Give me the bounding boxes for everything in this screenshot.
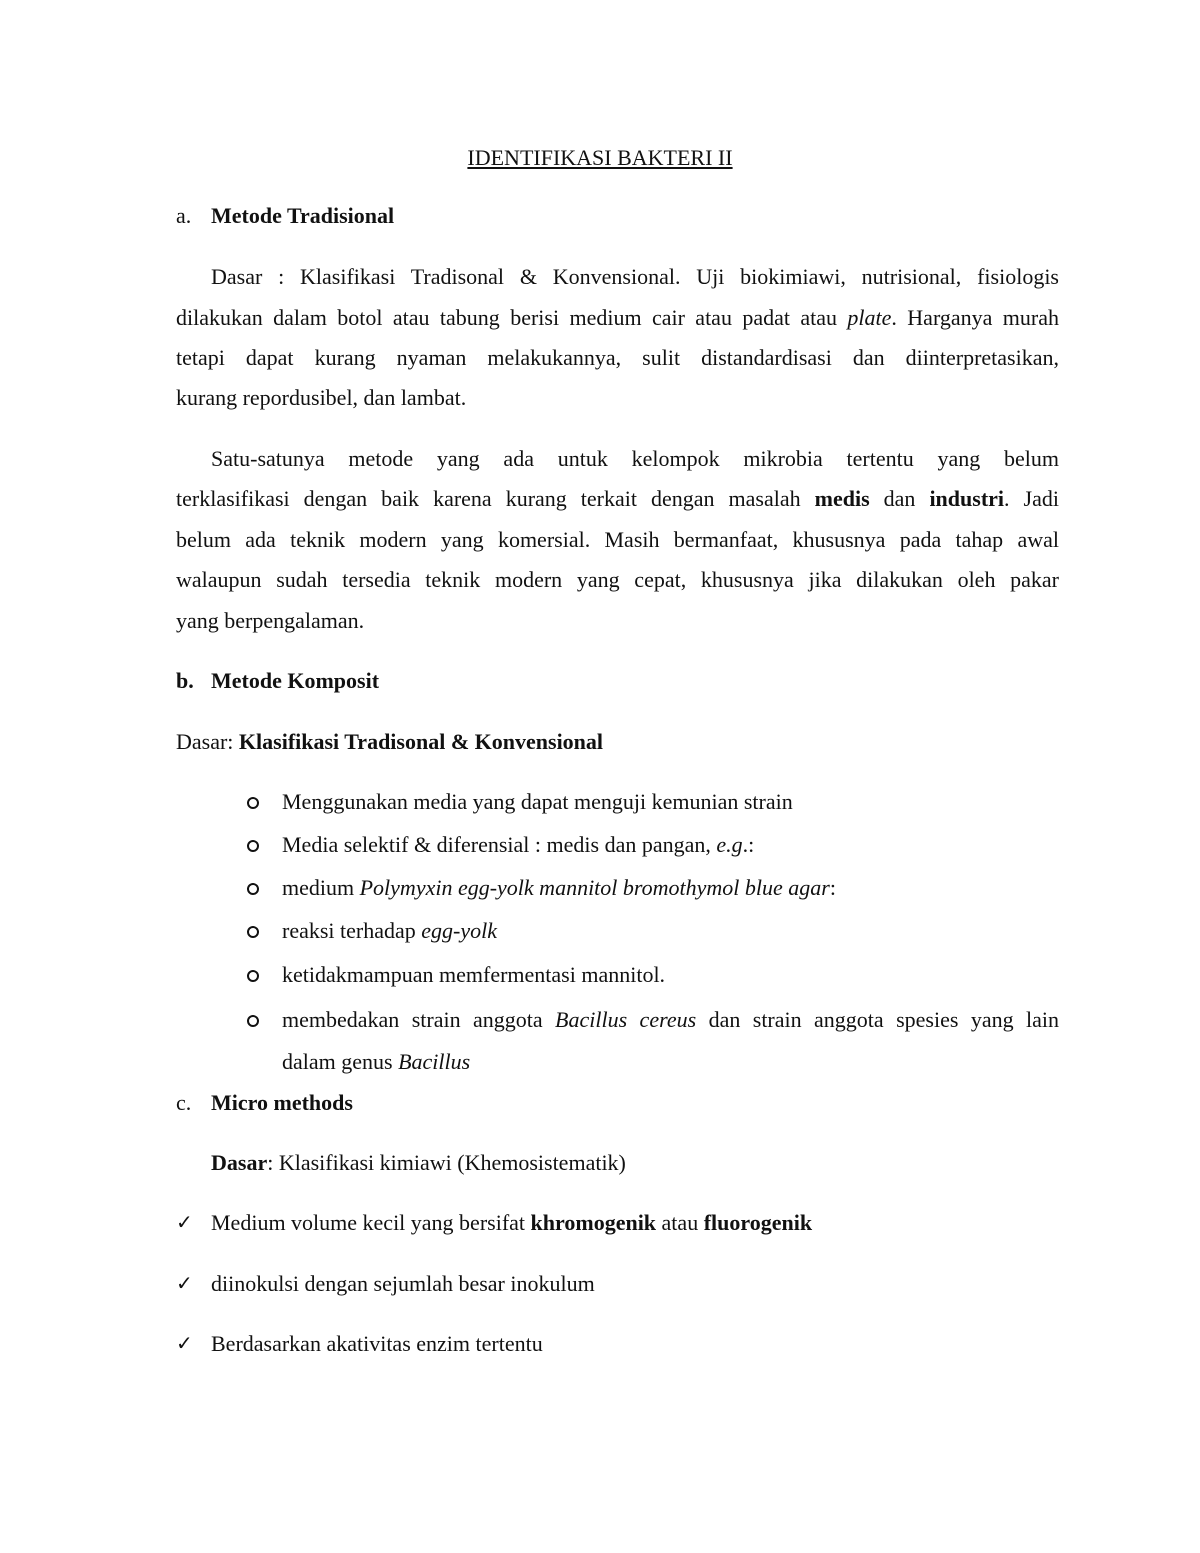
circle-bullet-icon: [247, 1015, 259, 1027]
para-a2-line-1: Satu-satunya metode yang ada untuk kelompok mikrobia tertentu yang belum: [211, 446, 1059, 471]
list-item: medium Polymyxin egg-yolk mannitol bromothymol blue agar:: [282, 875, 836, 900]
list-item: Media selektif & diferensial : medis dan pangan, e.g.:: [282, 832, 755, 857]
page-title: IDENTIFIKASI BAKTERI II: [467, 145, 733, 170]
para-a1-line-3: tetapi dapat kurang nyaman melakukannya, sulit distandardisasi dan diinterpretasikan,: [176, 345, 1059, 370]
para-a1-line-2: dilakukan dalam botol atau tabung berisi medium cair atau padat atau plate. Harganya murah: [176, 305, 1059, 330]
section-b-basis: Dasar: Klasifikasi Tradisonal & Konvensional: [176, 729, 604, 754]
section-b-heading: Metode Komposit: [211, 668, 380, 693]
circle-bullet-icon: [247, 970, 259, 982]
section-a-heading: Metode Tradisional: [211, 203, 395, 228]
para-a2-line-2: terklasifikasi dengan baik karena kurang terkait dengan masalah medis dan industri. Jadi: [176, 486, 1059, 511]
checkmark-icon: ✓: [176, 1210, 193, 1234]
section-b-marker: b.: [176, 668, 194, 693]
para-a2-line-4: walaupun sudah tersedia teknik modern yang cepat, khususnya jika dilakukan oleh pakar: [176, 567, 1059, 592]
checkmark-icon: ✓: [176, 1331, 193, 1355]
check-item: Berdasarkan akativitas enzim tertentu: [211, 1331, 543, 1356]
term-plate: plate: [847, 305, 892, 330]
list-item-continuation: dalam genus Bacillus: [282, 1049, 471, 1074]
term-industri: industri: [929, 486, 1005, 511]
section-c-heading: Micro methods: [211, 1090, 353, 1115]
circle-bullet-icon: [247, 926, 259, 938]
circle-bullet-icon: [247, 797, 259, 809]
para-a2-line-5: yang berpengalaman.: [176, 608, 365, 633]
section-c-basis: Dasar: Klasifikasi kimiawi (Khemosistematik): [211, 1150, 626, 1175]
check-item: diinokulsi dengan sejumlah besar inokulum: [211, 1271, 595, 1296]
check-item: Medium volume kecil yang bersifat khromogenik atau fluorogenik: [211, 1210, 813, 1235]
section-a-marker: a.: [176, 203, 192, 228]
list-item: membedakan strain anggota Bacillus cereus dan strain anggota spesies yang lain: [282, 1007, 1060, 1032]
para-a2-line-3: belum ada teknik modern yang komersial. Masih bermanfaat, khususnya pada tahap awal: [176, 527, 1059, 552]
circle-bullet-icon: [247, 883, 259, 895]
circle-bullet-icon: [247, 840, 259, 852]
list-item: Menggunakan media yang dapat menguji kemunian strain: [282, 789, 793, 814]
list-item: ketidakmampuan memfermentasi mannitol.: [282, 962, 666, 987]
para-a1-line-4: kurang repordusibel, dan lambat.: [176, 385, 467, 410]
checkmark-icon: ✓: [176, 1271, 193, 1295]
term-medis: medis: [814, 486, 870, 511]
list-item: reaksi terhadap egg-yolk: [282, 918, 497, 943]
section-c-marker: c.: [176, 1090, 192, 1115]
para-a1-line-1: Dasar : Klasifikasi Tradisonal & Konvensional. Uji biokimiawi, nutrisional, fisiologis: [211, 264, 1059, 289]
